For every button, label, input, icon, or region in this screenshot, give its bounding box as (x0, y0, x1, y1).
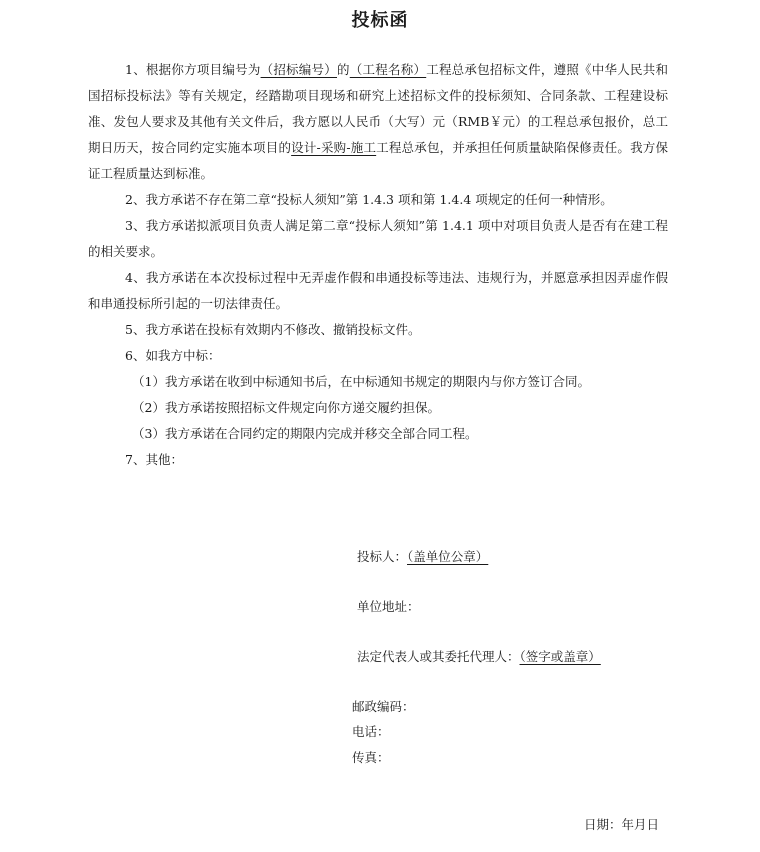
clause-1-text-d: 工程总承包，并承担任何质量缺陷保修责任。我方保证工程质量达到标准。 (88, 140, 668, 181)
clause-3: 3、我方承诺拟派项目负责人满足第二章“投标人须知”第 1.4.1 项中对项目负责人是否有在建工程的相关要求。 (88, 218, 668, 259)
epc-mode-text: 设计-采购-施工 (291, 140, 377, 155)
bidder-seal-placeholder: （盖单位公章） (407, 549, 489, 564)
postcode-label: 邮政编码： (352, 699, 415, 714)
clause-7: 7、其他： (125, 452, 183, 467)
representative-line (357, 647, 601, 667)
clause-6-sub-3: （3）我方承诺在合同约定的期限内完成并移交全部合同工程。 (132, 426, 478, 441)
representative-sign-placeholder: （签字或盖章） (519, 649, 601, 664)
phone-label: 电话： (352, 724, 390, 739)
fax-label: 传真： (352, 750, 390, 765)
address-label: 单位地址： (357, 599, 420, 614)
clause-1-text-a: 1、根据你方项目编号为 (125, 62, 261, 77)
clause-6-sub-1: （1）我方承诺在收到中标通知书后，在中标通知书规定的期限内与你方签订合同。 (132, 374, 590, 389)
date-label: 日期：年月日 (584, 817, 660, 832)
bidder-label: 投标人： (357, 549, 408, 564)
clause-5: 5、我方承诺在投标有效期内不修改、撤销投标文件。 (125, 322, 421, 337)
clause-6: 6、如我方中标： (125, 348, 221, 363)
clause-1-text-c: 工程总承包招标文件，遵照《中华人民共和国招标投标法》等有关规定，经踏勘项目现场和研究上述招标文件的投标须知、合同条款、工程建设标准、发包人要求及其他有关文件后，我方愿以人民币（大写）元（RMB￥元）的工程总承包报价，总工期日历天，按合同约定实施本项目的 (88, 62, 668, 155)
clause-4: 4、我方承诺在本次投标过程中无弄虚作假和串通投标等违法、违规行为，并愿意承担因弄虚作假和串通投标所引起的一切法律责任。 (88, 270, 668, 311)
bid-number-placeholder: （招标编号） (260, 62, 338, 77)
clause-1-text-b: 的 (337, 62, 350, 77)
clause-6-sub-2: （2）我方承诺按照招标文件规定向你方递交履约担保。 (132, 400, 440, 415)
project-name-placeholder: （工程名称） (349, 62, 427, 77)
bidder-line (357, 547, 488, 567)
clause-2: 2、我方承诺不存在第二章“投标人须知”第 1.4.3 项和第 1.4.4 项规定的任何一种情形。 (125, 192, 613, 207)
document-title: 投标函 (351, 10, 409, 31)
representative-label: 法定代表人或其委托代理人： (357, 649, 520, 664)
clause-1 (88, 57, 668, 187)
